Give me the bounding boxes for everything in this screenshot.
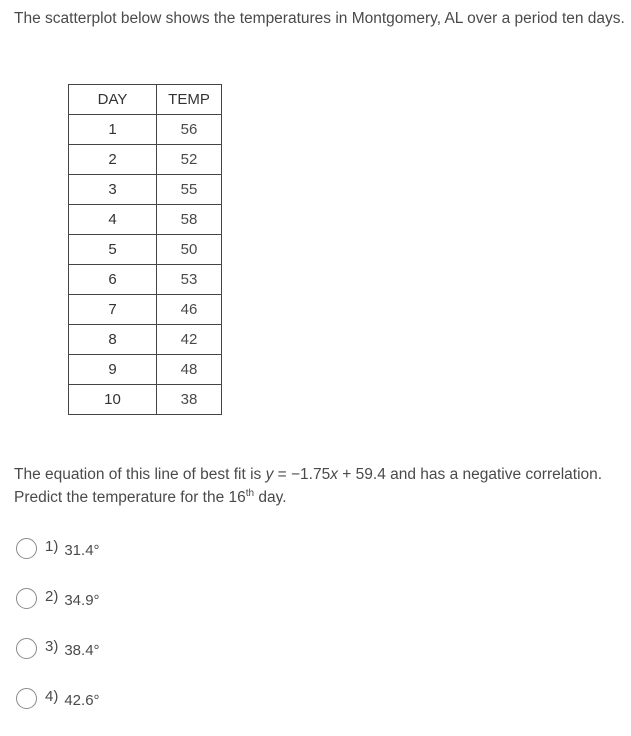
cell-day: 5 xyxy=(69,235,157,265)
cell-temp: 48 xyxy=(157,355,222,385)
cell-day: 3 xyxy=(69,175,157,205)
radio-button[interactable] xyxy=(16,688,37,709)
table-row xyxy=(69,205,222,235)
variable-y: y xyxy=(265,466,274,483)
cell-day: 1 xyxy=(69,115,157,145)
ordinal-superscript: th xyxy=(245,487,255,499)
choice-value: 38.4° xyxy=(64,642,100,659)
choice-number: 1) xyxy=(45,538,59,555)
table-row xyxy=(69,175,222,205)
cell-temp: 38 xyxy=(157,385,222,415)
table-row xyxy=(69,265,222,295)
answer-choice-2[interactable] xyxy=(16,586,100,611)
cell-temp: 52 xyxy=(157,145,222,175)
cell-day: 7 xyxy=(69,295,157,325)
cell-temp: 58 xyxy=(157,205,222,235)
choice-number: 3) xyxy=(45,638,59,655)
table-row xyxy=(69,115,222,145)
cell-day: 8 xyxy=(69,325,157,355)
table-row xyxy=(69,235,222,265)
radio-button[interactable] xyxy=(16,538,37,559)
radio-button[interactable] xyxy=(16,638,37,659)
cell-temp: 46 xyxy=(157,295,222,325)
header-temp: TEMP xyxy=(157,85,222,115)
question-text xyxy=(14,463,626,509)
question-part2: + 59.4 and has a negative correlation. Predict the temperature for the 16 xyxy=(14,466,603,506)
answer-choice-1[interactable] xyxy=(16,536,100,561)
cell-day: 10 xyxy=(69,385,157,415)
cell-day: 6 xyxy=(69,265,157,295)
header-day: DAY xyxy=(69,85,157,115)
table-header-row xyxy=(69,85,222,115)
equation-middle: = −1.75 xyxy=(273,466,331,483)
choice-value: 34.9° xyxy=(64,592,100,609)
table-row xyxy=(69,355,222,385)
question-part1: The equation of this line of best fit is xyxy=(14,466,266,483)
answer-choice-4[interactable] xyxy=(16,686,100,711)
choice-value: 42.6° xyxy=(64,692,100,709)
table-row xyxy=(69,325,222,355)
cell-temp: 56 xyxy=(157,115,222,145)
question-part3: day. xyxy=(254,489,287,506)
table-row xyxy=(69,145,222,175)
cell-temp: 53 xyxy=(157,265,222,295)
radio-button[interactable] xyxy=(16,588,37,609)
table-row xyxy=(69,385,222,415)
intro-text: The scatterplot below shows the temperatures in Montgomery, AL over a period ten days. xyxy=(14,10,625,27)
cell-day: 9 xyxy=(69,355,157,385)
temperature-table xyxy=(68,84,222,415)
answer-choices xyxy=(16,536,100,736)
table-row xyxy=(69,295,222,325)
cell-day: 2 xyxy=(69,145,157,175)
choice-number: 4) xyxy=(45,688,59,705)
cell-temp: 50 xyxy=(157,235,222,265)
answer-choice-3[interactable] xyxy=(16,636,100,661)
choice-number: 2) xyxy=(45,588,59,605)
cell-day: 4 xyxy=(69,205,157,235)
cell-temp: 42 xyxy=(157,325,222,355)
variable-x: x xyxy=(330,466,338,483)
choice-value: 31.4° xyxy=(64,542,100,559)
cell-temp: 55 xyxy=(157,175,222,205)
